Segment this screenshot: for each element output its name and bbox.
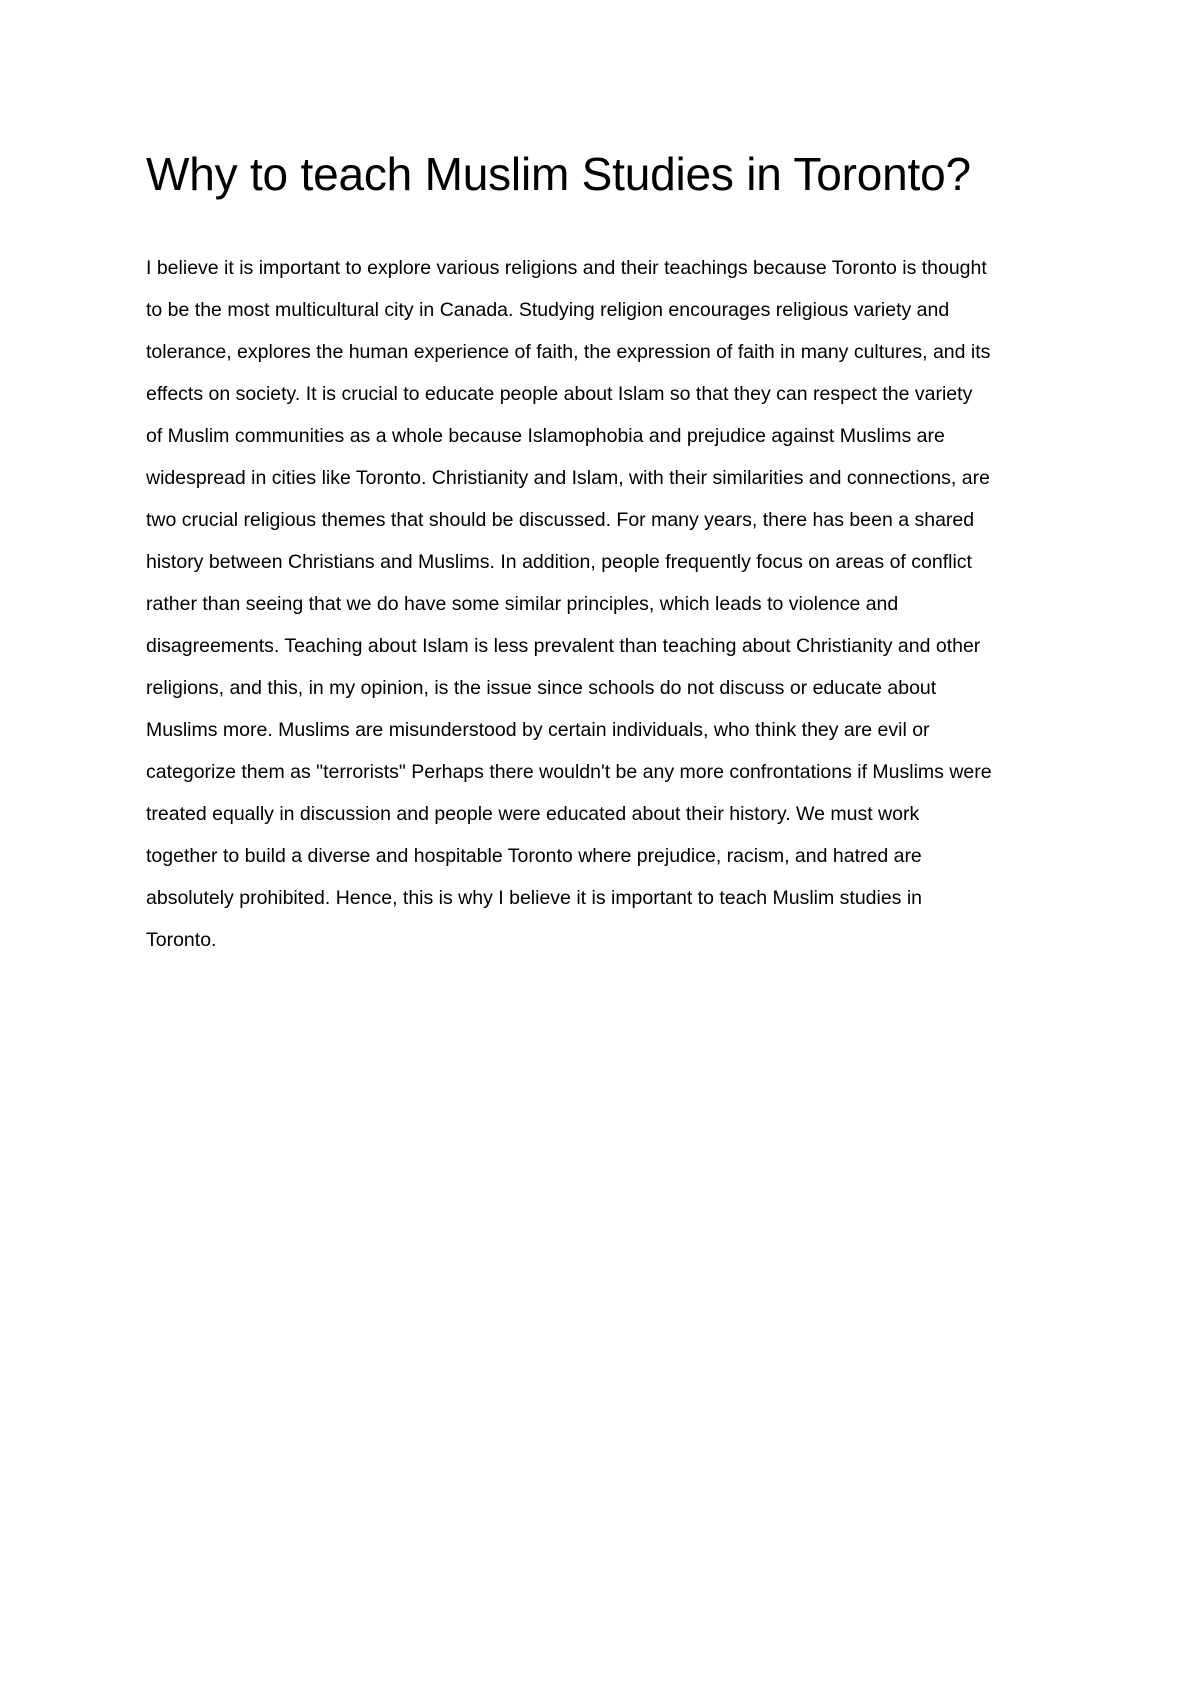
body-line: Muslims more. Muslims are misunderstood by certain individuals, who think they are evil or	[146, 719, 930, 741]
body-line: effects on society. It is crucial to educate people about Islam so that they can respect the variety	[146, 383, 973, 405]
document-title: Why to teach Muslim Studies in Toronto?	[146, 148, 971, 200]
document-body	[146, 247, 1076, 961]
body-line: rather than seeing that we do have some similar principles, which leads to violence and	[146, 593, 899, 615]
body-line: of Muslim communities as a whole because Islamophobia and prejudice against Muslims are	[146, 425, 945, 447]
body-line: to be the most multicultural city in Canada. Studying religion encourages religious variety and	[146, 299, 950, 321]
body-line: treated equally in discussion and people were educated about their history. We must work	[146, 803, 920, 825]
body-line: two crucial religious themes that should be discussed. For many years, there has been a shared	[146, 509, 975, 531]
body-line: history between Christians and Muslims. In addition, people frequently focus on areas of conflict	[146, 551, 972, 573]
body-line: together to build a diverse and hospitable Toronto where prejudice, racism, and hatred are	[146, 845, 922, 867]
body-line: disagreements. Teaching about Islam is less prevalent than teaching about Christianity and other	[146, 635, 981, 657]
body-line: I believe it is important to explore various religions and their teachings because Toronto is thought	[146, 257, 987, 279]
body-line: Toronto.	[146, 929, 217, 951]
body-line: tolerance, explores the human experience of faith, the expression of faith in many cultures, and its	[146, 341, 991, 363]
body-line: categorize them as "terrorists" Perhaps there wouldn't be any more confrontations if Muslims were	[146, 761, 992, 783]
body-line: absolutely prohibited. Hence, this is why I believe it is important to teach Muslim studies in	[146, 887, 923, 909]
body-line: widespread in cities like Toronto. Christianity and Islam, with their similarities and connections, are	[146, 467, 990, 489]
body-line: religions, and this, in my opinion, is the issue since schools do not discuss or educate about	[146, 677, 937, 699]
